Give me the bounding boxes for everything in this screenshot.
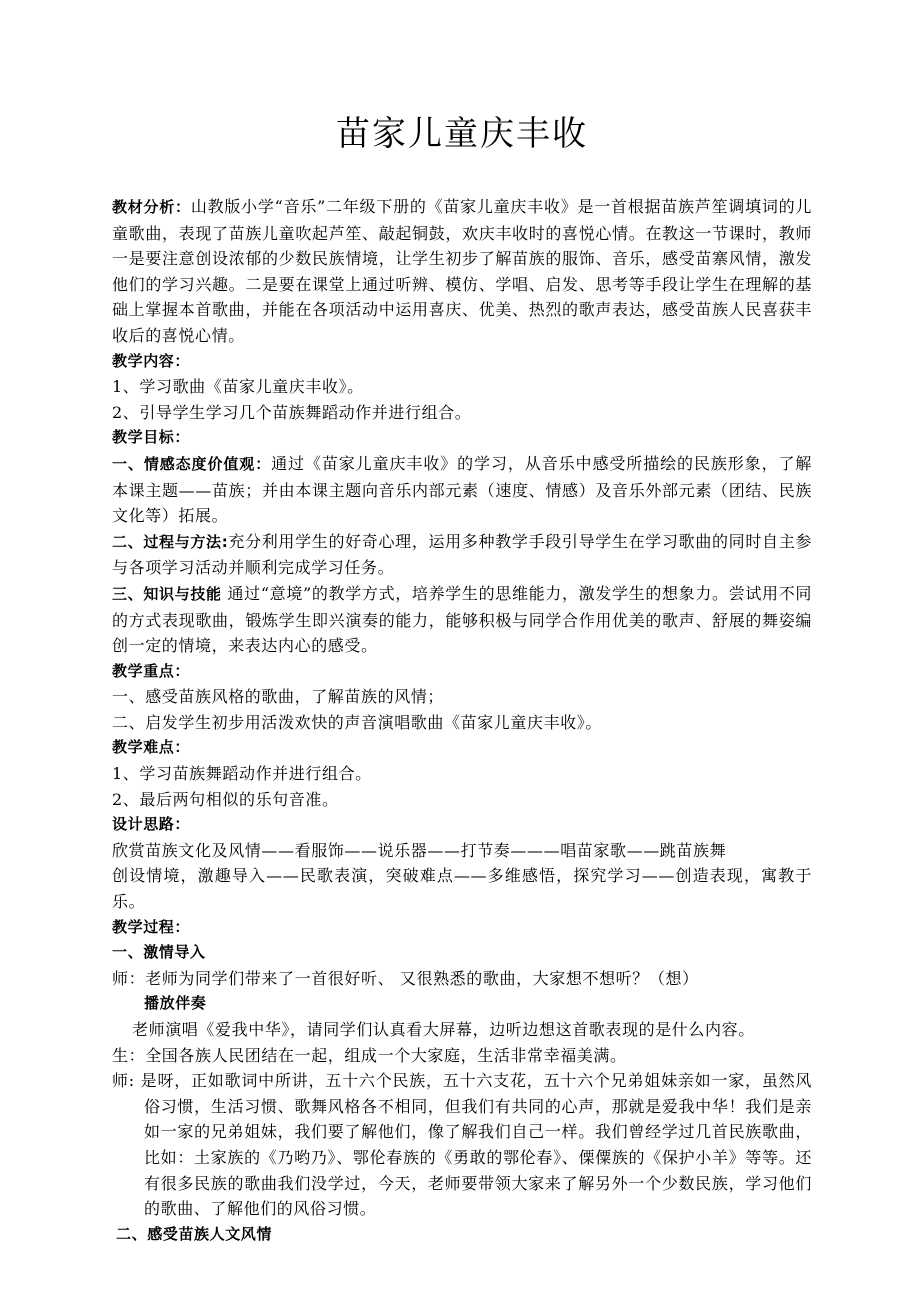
key-heading: 教学重点：	[112, 661, 191, 680]
difficult-heading: 教学难点：	[112, 738, 191, 757]
content-item: 1、学习歌曲《苗家儿童庆丰收》。	[112, 377, 364, 397]
design-heading: 设计思路：	[112, 815, 191, 834]
analysis-text: 山教版小学“音乐”二年级下册的《苗家儿童庆丰收》是一首根据苗族芦笙调填词的儿童歌曲，表现了苗族儿童吹起芦笙、敲起铜鼓，欢庆丰收时的喜悦心情。在教这一节课时，教师一是要注意创设浓郁的少数民族情境，让学生初步了解苗族的服饰、音乐，感受苗寨风情，激发他们的学习兴趣。二是要在课堂上通过听辨、模仿、学唱、启发、思考等手段让学生在理解的基础上掌握本首歌曲，并能在各项活动中运用喜庆、优美、热烈的歌声表达，感受苗族人民喜获丰收后的喜悦心情。	[112, 197, 812, 345]
goal-3	[112, 581, 812, 659]
goal-2-text: 充分利用学生的好奇心理，运用多种教学手段引导学生在学习歌曲的同时自主参与各项学习活动并顺利完成学习任务。	[112, 531, 812, 578]
goals-heading: 教学目标：	[112, 428, 191, 447]
difficult-item: 1、学习苗族舞蹈动作并进行组合。	[112, 764, 372, 784]
difficult-item: 2、最后两句相似的乐句音准。	[112, 789, 339, 809]
goal-1	[112, 451, 812, 529]
key-item: 一、感受苗族风格的歌曲，了解苗族的风情；	[112, 687, 445, 707]
document-title: 苗家儿童庆丰收	[336, 114, 588, 154]
goal-2	[112, 529, 812, 581]
goal-3-label: 三、知识与技能	[112, 584, 222, 603]
design-line-2: 创设情境，激趣导入——民歌表演，突破难点——多维感悟，探究学习——创造表现，寓教于乐。	[112, 866, 812, 912]
process-heading: 教学过程：	[112, 917, 191, 936]
content-item: 2、引导学生学习几个苗族舞蹈动作并进行组合。	[112, 402, 472, 422]
goal-1-label: 一、情感态度价值观：	[112, 454, 272, 473]
analysis-label: 教材分析：	[112, 198, 191, 216]
play-accompaniment: 播放伴奏	[144, 994, 207, 1013]
content-heading: 教学内容：	[112, 351, 191, 370]
teacher-line-2: 师: 是呀，正如歌词中所讲，五十六个民族，五十六支花，五十六个兄弟姐妹亲如一家，虽然风俗习惯，生活习惯、歌舞风格各不相同，但我们有共同的心声，那就是爱我中华！我们是亲如一家的兄弟姐妹，我们要了解他们，像了解我们自己一样。我们曾经学过几首民族歌曲，比如：土家族的《乃哟乃》、鄂伦春族的《勇敢的鄂伦春》、傈僳族的《保护小羊》等等。还有很多民族的歌曲我们没学过，今天，老师要带领大家来了解另外一个少数民族，学习他们的歌曲、了解他们的风俗习惯。	[112, 1071, 812, 1219]
section-1-heading: 一、激情导入	[112, 943, 206, 962]
analysis-paragraph	[112, 194, 812, 349]
goal-2-label: 二、过程与方法:	[112, 532, 229, 551]
section-2-heading: 二、感受苗族人文风情	[116, 1224, 273, 1243]
goal-1-text: 通过《苗家儿童庆丰收》的学习，从音乐中感受所描绘的民族形象，了解本课主题——苗族；并由本课主题向音乐内部元素（速度、情感）及音乐外部元素（团结、民族文化等）拓展。	[112, 453, 812, 526]
design-line-1: 欣赏苗族文化及风情——看服饰——说乐器——打节奏———唱苗家歌——跳苗族舞	[112, 840, 727, 860]
key-item: 二、启发学生初步用活泼欢快的声音演唱歌曲《苗家儿童庆丰收》。	[112, 712, 603, 732]
teacher-line-1: 师：老师为同学们带来了一首很好听、 又很熟悉的歌曲，大家想不想听？（想）	[112, 968, 699, 988]
student-line: 生：全国各族人民团结在一起，组成一个大家庭，生活非常幸福美满。	[112, 1045, 627, 1065]
document-page	[112, 110, 812, 1247]
goal-3-text: 通过“意境”的教学方式，培养学生的思维能力，激发学生的想象力。尝试用不同的方式表现歌曲，锻炼学生即兴演奏的能力，能够积极与同学合作用优美的歌声、舒展的舞姿编创一定的情境，来表达内心的感受。	[112, 583, 812, 656]
teacher-sings: 老师演唱《爱我中华》，请同学们认真看大屏幕，边听边想这首歌表现的是什么内容。	[132, 1020, 755, 1039]
